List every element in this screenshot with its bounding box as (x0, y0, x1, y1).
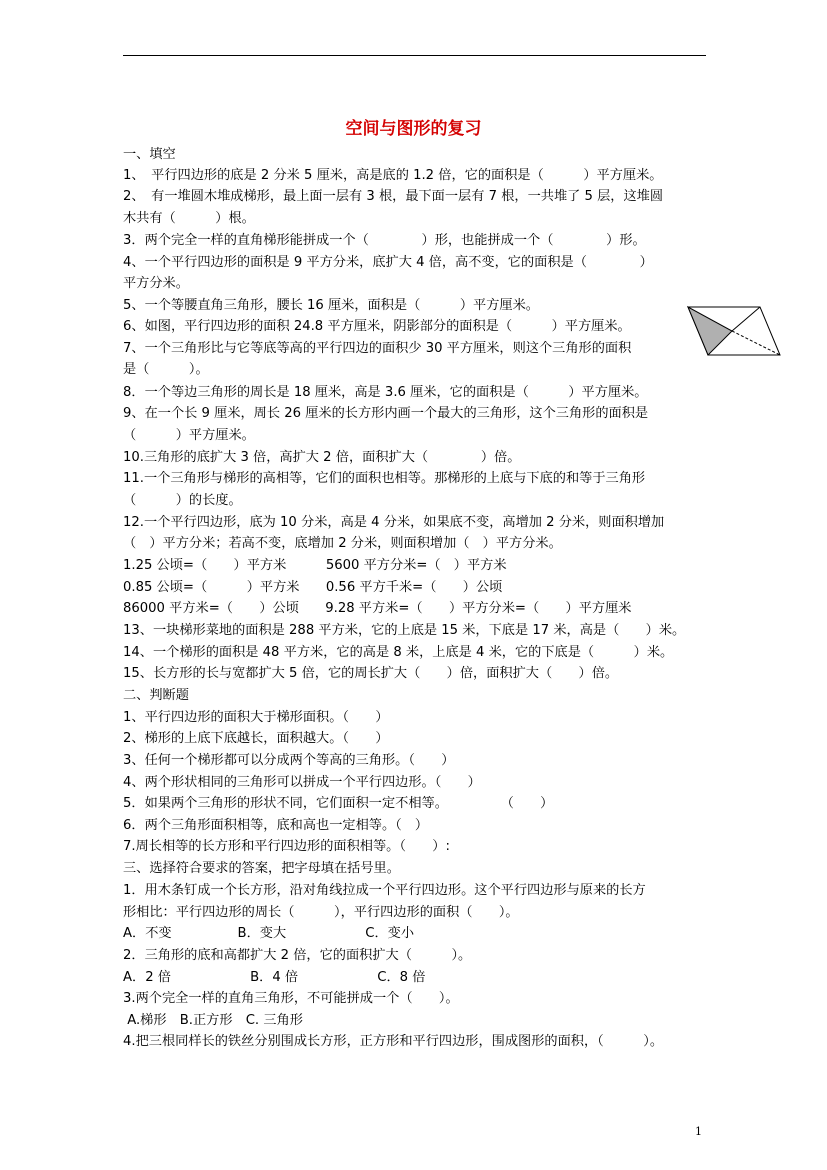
text-line: A．2 倍 B．4 倍 C．8 倍 (123, 970, 426, 985)
text-line: 4、两个形状相同的三角形可以拼成一个平行四边形。（ ） (123, 775, 481, 790)
text-line: 4、一个平行四边形的面积是 9 平方分米，底扩大 4 倍，高不变，它的面积是（ ） (123, 255, 653, 270)
text-line: 2、 有一堆圆木堆成梯形，最上面一层有 3 根，最下面一层有 7 根，一共堆了 5 层，这堆圆 (123, 189, 664, 204)
text-line: 6．两个三角形面积相等，底和高也一定相等。（ ） (123, 818, 429, 833)
text-line: 1.25 公顷=（ ）平方米 5600 平方分米=（ ）平方米 (123, 558, 507, 573)
text-line: 10.三角形的底扩大 3 倍，高扩大 2 倍，面积扩大（ ）倍。 (123, 450, 521, 465)
page-title: 空间与图形的复习 (345, 119, 482, 139)
text-line: 是（ ）。 (123, 362, 209, 377)
diagonal-line (732, 307, 760, 331)
text-line: 1、 平行四边形的底是 2 分米 5 厘米，高是底的 1.2 倍，它的面积是（ ）平方厘米。 (123, 168, 663, 183)
text-line: 15、长方形的长与宽都扩大 5 倍，它的周长扩大（ ）倍，面积扩大（ ）倍。 (123, 666, 619, 681)
text-line: 5．如果两个三角形的形状不同，它们面积一定不相等。 （ ） (123, 796, 554, 811)
page-number: 1 (695, 1125, 702, 1138)
text-line: 2．三角形的底和高都扩大 2 倍，它的面积扩大（ ）。 (123, 948, 472, 963)
header-rule (123, 55, 706, 56)
text-line: 二、判断题 (123, 688, 189, 703)
text-line: 11.一个三角形与梯形的高相等，它们的面积也相等。那梯形的上底与下底的和等于三角形 (123, 471, 646, 486)
text-line: 6、如图，平行四边形的面积 24.8 平方厘米，阴影部分的面积是（ ）平方厘米。 (123, 319, 631, 334)
text-line: 13、一块梯形菜地的面积是 288 平方米，它的上底是 15 米，下底是 17 米，高是（ ）米。 (123, 623, 686, 638)
text-line: 平方分米。 (123, 276, 189, 291)
text-line: （ ）平方厘米。 (123, 428, 255, 443)
text-line: 形相比：平行四边形的周长（ ），平行四边形的面积（ ）。 (123, 905, 519, 920)
text-line: 一、填空 (123, 147, 176, 162)
text-line: 0.85 公顷=（ ）平方米 0.56 平方千米=（ ）公顷 (123, 580, 503, 595)
text-line: 7.周长相等的长方形和平行四边形的面积相等。（ ）: (123, 839, 450, 854)
text-line: 8．一个等边三角形的周长是 18 厘米，高是 3.6 厘米，它的面积是（ ）平方厘米。 (123, 385, 648, 400)
text-line: 7、一个三角形比与它等底等高的平行四边的面积少 30 平方厘米，则这个三角形的面积 (123, 341, 632, 356)
text-line: 9、在一个长 9 厘米，周长 26 厘米的长方形内画一个最大的三角形，这个三角形的面积是 (123, 406, 649, 421)
text-line: 3.两个完全一样的直角三角形，不可能拼成一个（ ）。 (123, 991, 459, 1006)
text-line: 木共有（ ）根。 (123, 211, 255, 226)
text-line: （ ）的长度。 (123, 493, 242, 508)
text-line: 3、任何一个梯形都可以分成两个等高的三角形。（ ） (123, 753, 455, 768)
text-line: 1．用木条钉成一个长方形，沿对角线拉成一个平行四边形。这个平行四边形与原来的长方 (123, 883, 646, 898)
text-line: 3．两个完全一样的直角梯形能拼成一个（ ）形，也能拼成一个（ ）形。 (123, 233, 646, 248)
text-line: 5、一个等腰直角三角形，腰长 16 厘米，面积是（ ）平方厘米。 (123, 298, 539, 313)
dashed-diagonal-line (732, 331, 780, 355)
text-line: 14、一个梯形的面积是 48 平方米，它的高是 8 米，上底是 4 米，它的下底是（ ）米。 (123, 645, 674, 660)
text-line: （ ）平方分米；若高不变，底增加 2 分米，则面积增加（ ）平方分米。 (123, 536, 562, 551)
text-line: 2、梯形的上底下底越长，面积越大。（ ） (123, 731, 389, 746)
text-line: A．不变 B．变大 C．变小 (123, 926, 415, 941)
shaded-triangle (688, 307, 732, 355)
text-line: 1、平行四边形的面积大于梯形面积。（ ） (123, 710, 389, 725)
text-line: 86000 平方米=（ ）公顷 9.28 平方米=（ ）平方分米=（ ）平方厘米 (123, 601, 632, 616)
text-line: 三、选择符合要求的答案，把字母填在括号里。 (123, 861, 400, 876)
text-line: 4.把三根同样长的铁丝分别围成长方形，正方形和平行四边形，围成图形的面积，（ ）。 (123, 1034, 664, 1049)
text-line: A.梯形 B.正方形 C. 三角形 (123, 1013, 303, 1028)
text-line: 12.一个平行四边形，底为 10 分米，高是 4 分米，如果底不变，高增加 2 分米，则面积增加 (123, 515, 665, 530)
parallelogram-figure (684, 305, 784, 357)
